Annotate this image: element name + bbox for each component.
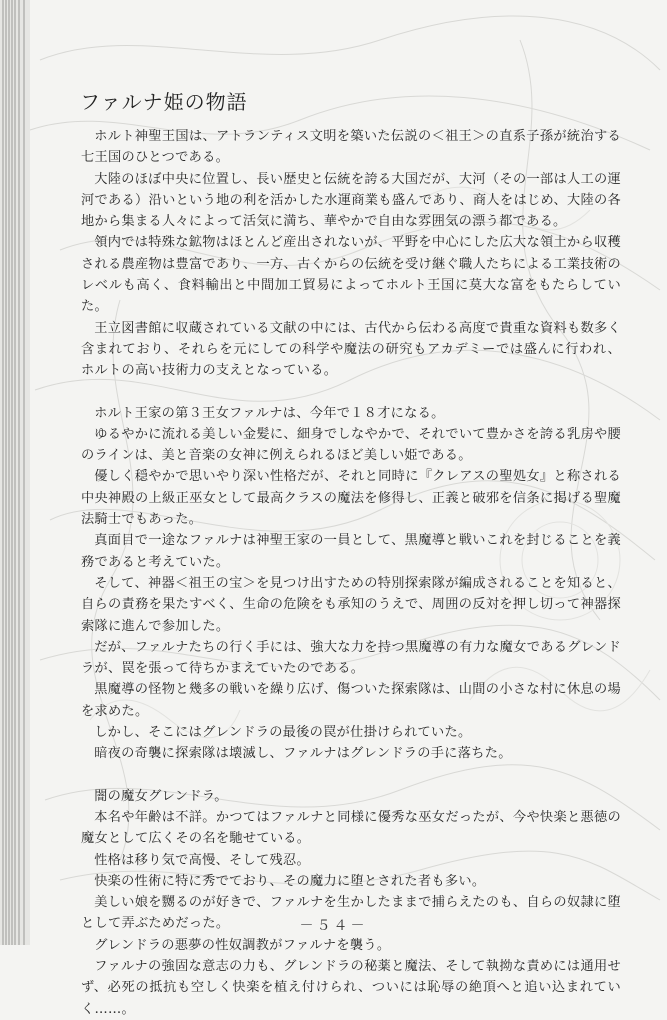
paragraph: 真面目で一途なファルナは神聖王家の一員として、黒魔導と戦いこれを封じることを義務であると考えていた。	[81, 533, 621, 570]
page-number: －５４－	[299, 918, 368, 934]
section-gap	[81, 765, 621, 786]
paragraph: 闇の魔女グレンドラ。	[94, 788, 228, 804]
paragraph: そして、神器＜祖王の宝＞を見つけ出すための特別探索隊が編成されることを知ると、自らの責務を果たすべく、生命の危険をも承知のうえで、周囲の反対を押し切って神器探索隊に進んで参加した。	[81, 575, 621, 634]
paragraph: ファルナの強固な意志の力も、グレンドラの秘薬と魔法、そして執拗な責めには通用せず、必死の抵抗も空しく快楽を植え付けられ、ついには恥辱の絶頂へと追い込まれていく……。	[81, 958, 621, 1017]
paragraph: だが、ファルナたちの行く手には、強大な力を持つ黒魔導の有力な魔女であるグレンドラが、罠を張って待ちかまえていたのである。	[81, 639, 621, 677]
paragraph: ゆるやかに流れる美しい金髪に、細身でしなやかで、それでいて豊かさを誇る乳房や腰のラインは、美と音楽の女神に例えられるほど美しい姫である。	[81, 426, 621, 464]
binding-gutter	[0, 0, 30, 945]
paragraph: ホルト王家の第３王女ファルナは、今年で１８才になる。	[94, 405, 445, 421]
paragraph: 性格は移り気で高慢、そして残忍。	[94, 852, 310, 868]
paragraph: グレンドラの悪夢の性奴調教がファルナを襲う。	[94, 937, 391, 953]
story-body	[81, 126, 621, 1020]
paragraph: 快楽の性術に特に秀でており、その魔力に堕とされた者も多い。	[94, 873, 486, 889]
paragraph: 美しい娘を嬲るのが好きで、ファルナを生かしたままで捕らえたのも、自らの奴隷に堕として弄ぶためだった。	[81, 895, 621, 932]
section-gap	[81, 382, 621, 403]
paragraph: 領内では特殊な鉱物はほとんど産出されないが、平野を中心にした広大な領土から収穫される農産物は豊富であり、一方、古くからの伝統を受け継ぐ職人たちによる工業技術のレベルも高く、食料輸出と中間加工貿易によってホルト王国に莫大な富をもたらしていた。	[81, 235, 621, 315]
paragraph: 大陸のほぼ中央に位置し、長い歴史と伝統を誇る大国だが、大河（その一部は人工の運河である）沿いという地の利を活かした水運商業も盛んであり、商人をはじめ、大陸の各地から集まる人々によって活気に満ち、華やかで自由な雰囲気の漂う都である。	[81, 171, 621, 230]
paragraph: しかし、そこにはグレンドラの最後の罠が仕掛けられていた。	[94, 725, 472, 741]
paragraph: 本名や年齢は不詳。かつてはファルナと同様に優秀な巫女だったが、今や快楽と悪徳の魔女として広くその名を馳せている。	[81, 809, 621, 847]
paragraph: 優しく穏やかで思いやり深い性格だが、それと同時に『クレアスの聖処女』と称される中央神殿の上級正巫女として最高クラスの魔法を修得し、正義と破邪を信条に掲げる聖魔法騎士でもあった。	[81, 469, 621, 528]
paragraph: 黒魔導の怪物と幾多の戦いを繰り広げ、傷ついた探索隊は、山間の小さな村に休息の場を求めた。	[81, 682, 621, 719]
paragraph: 暗夜の奇襲に探索隊は壊滅し、ファルナはグレンドラの手に落ちた。	[94, 746, 512, 762]
page-title: ファルナ姫の物語	[80, 90, 248, 114]
paragraph: 王立図書館に収蔵されている文献の中には、古代から伝わる高度で貴重な資料も数多く含まれており、それらを元にしての科学や魔法の研究もアカデミーでは盛んに行われ、ホルトの高い技術力の支えとなっている。	[81, 320, 621, 379]
paragraph: ホルト神聖王国は、アトランティス文明を築いた伝説の＜祖王＞の直系子孫が統治する七王国のひとつである。	[81, 129, 621, 166]
